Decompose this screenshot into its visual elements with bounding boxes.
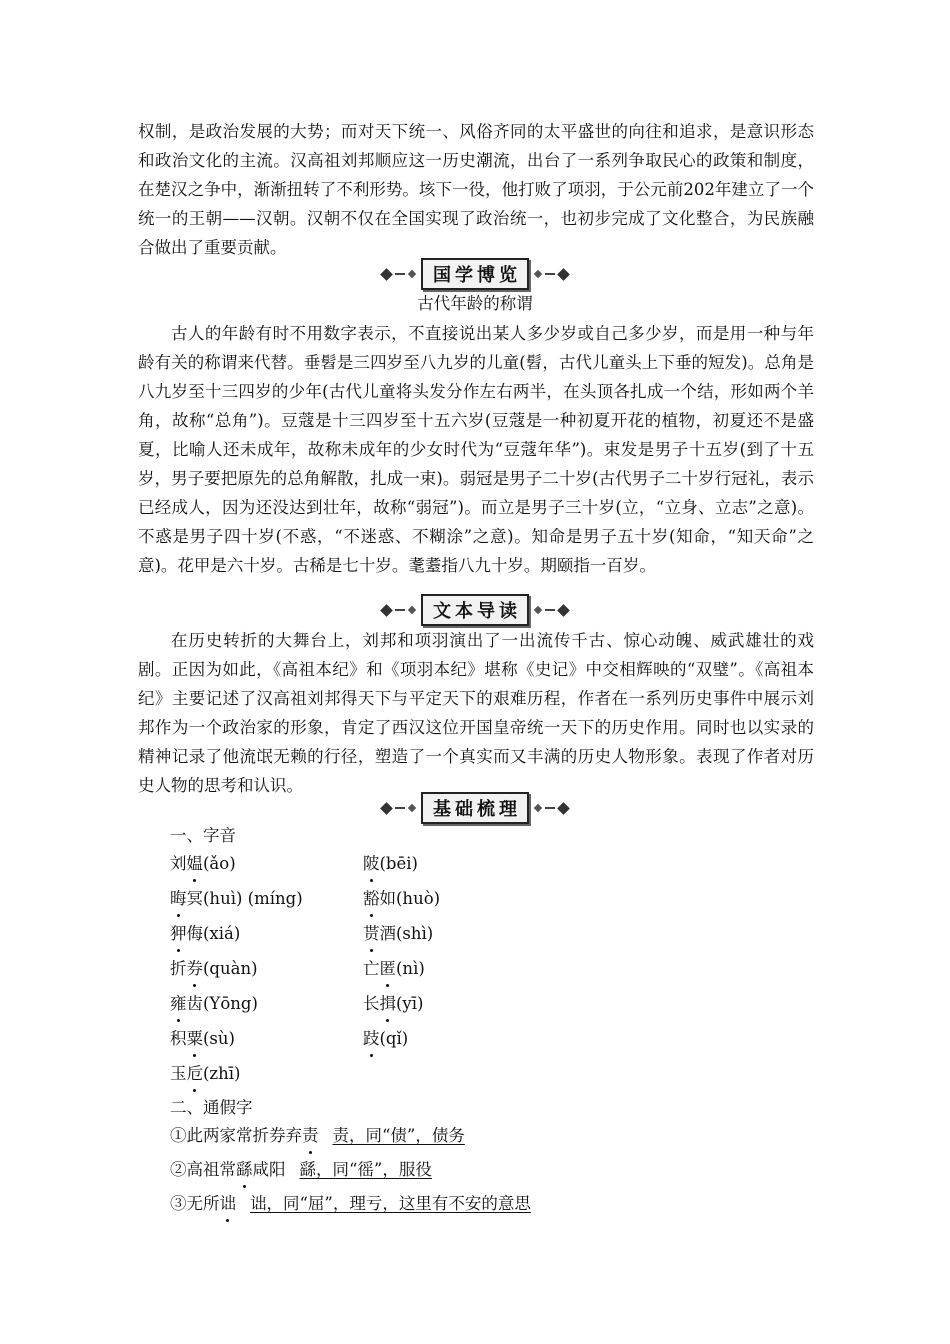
pinyin: (zhī) [203,1064,241,1083]
word-text: 如 [379,889,396,908]
dotted-character: 陂 [363,850,380,878]
wenben-body: 在历史转折的大舞台上，刘邦和项羽演出了一出流传千古、惊心动魄、威武雄壮的戏剧。正因为如此，《高祖本纪》和《项羽本纪》堪称《史记》中交相辉映的“双璧”。《高祖本纪》主要记述了汉高祖刘邦得天下与平定天下的艰难历程，作者在一系列历史事件中展示刘邦作为一个政治家的形象，肯定了西汉这位开国皇帝统一天下的历史作用。同时也以实录的精神记录了他流氓无赖的行径，塑造了一个真实而又丰满的历史人物形象。表现了作者对历史人物的思考和认识。 [138,631,814,795]
tongjia-note: 繇，同“徭”，服役 [299,1160,432,1179]
pinyin: (shì) [396,924,434,943]
pinyin: (huò) [396,889,441,908]
pronunciation-title: 一、字音 [170,826,236,845]
word-text: 刘 [170,854,187,873]
dotted-character: 跂 [363,1025,380,1053]
pinyin: (ǎo) [203,854,236,873]
pinyin: (huì) (míng) [203,889,303,908]
dotted-character: 繇 [236,1156,253,1184]
dotted-character: 责 [302,1122,319,1150]
dotted-character: 贳 [363,920,380,948]
banner-left-ornament [382,606,415,615]
wenben-banner [0,595,950,625]
sentence-text: 无所 [186,1194,220,1213]
sentence-text: 此两家常折券弃 [186,1126,302,1145]
tongjia-item [170,1122,465,1150]
pinyin: (quàn) [203,959,258,978]
intro-paragraph: 权制，是政治发展的大势；而对天下统一、风俗齐同的太平盛世的向往和追求，是意识形态和政治文化的主流。汉高祖刘邦顺应这一历史潮流，出台了一系列争取民心的政策和制度，在楚汉之争中，渐渐扭转了不利形势。垓下一役，他打败了项羽，于公元前202年建立了一个统一的王朝——汉朝。汉朝不仅在全国实现了政治统一，也初步完成了文化整合，为民族融合做出了重要贡献。 [138,122,814,257]
banner-right-ornament [535,270,568,279]
item-number: ③ [170,1194,187,1213]
item-number: ② [170,1160,187,1179]
dotted-character: 晦 [170,885,187,913]
word-text: 冥 [186,889,203,908]
jichu-heading: 基础梳理 [421,792,529,824]
pronunciation-item [170,920,240,948]
dotted-character: 券 [187,955,204,983]
word-text: 折 [170,959,187,978]
pronunciation-item [170,1025,235,1053]
banner-right-ornament [535,804,568,813]
dotted-character: 匿 [380,955,397,983]
pinyin: (sù) [203,1029,235,1048]
pronunciation-item [170,885,303,913]
sentence-text: 咸阳 [252,1160,286,1179]
tongjia-note: 责，同“债”，债务 [332,1126,465,1145]
dotted-character: 狎 [170,920,187,948]
tongjia-note: 诎，同“屈”，理亏，这里有不安的意思 [250,1194,531,1213]
pinyin: (Yōng) [203,994,258,1013]
dotted-character: 卮 [187,1060,204,1088]
pinyin: (nì) [396,959,425,978]
jichu-banner [0,793,950,823]
pronunciation-item [170,850,236,878]
pinyin: (xiá) [203,924,241,943]
pronunciation-item [363,990,423,1018]
word-text: 积 [170,1029,187,1048]
word-text: 玉 [170,1064,187,1083]
dotted-character: 诎 [220,1190,237,1218]
dotted-character: 雍 [170,990,187,1018]
sentence-text: 高祖常 [186,1160,236,1179]
word-text: 亡 [363,959,380,978]
word-text: 长 [363,994,380,1013]
word-text: 侮 [186,924,203,943]
banner-left-ornament [382,804,415,813]
pinyin: (qǐ) [379,1029,409,1048]
word-text: 齿 [186,994,203,1013]
tongjia-item [170,1190,531,1218]
wenben-heading: 文本导读 [421,594,529,626]
pinyin: (yī) [396,994,424,1013]
pronunciation-item [170,955,258,983]
pronunciation-item [363,920,433,948]
pronunciation-item [363,850,418,878]
pronunciation-item [170,1060,240,1088]
item-number: ① [170,1126,187,1145]
tongjia-title: 二、通假字 [170,1098,253,1117]
dotted-character: 豁 [363,885,380,913]
banner-right-ornament [535,606,568,615]
pinyin: (bēi) [379,854,418,873]
guoxue-subtitle: 古代年龄的称谓 [417,294,533,313]
guoxue-body: 古人的年龄有时不用数字表示，不直接说出某人多少岁或自己多少岁，而是用一种与年龄有关的称谓来代替。垂髫是三四岁至八九岁的儿童(髫，古代儿童头上下垂的短发)。总角是八九岁至十三四岁的少年(古代儿童将头发分作左右两半，在头顶各扎成一个结，形如两个羊角，故称“总角”)。豆蔻是十三四岁至十五六岁(豆蔻是一种初夏开花的植物，初夏还不是盛夏，比喻人还未成年，故称未成年的少女时代为“豆蔻年华”)。束发是男子十五岁(到了十五岁，男子要把原先的总角解散，扎成一束)。弱冠是男子二十岁(古代男子二十岁行冠礼，表示已经成人，因为还没达到壮年，故称“弱冠”)。而立是男子三十岁(立，“立身、立志”之意)。不惑是男子四十岁(不惑，“不迷惑、不糊涂”之意)。知命是男子五十岁(知命，“知天命”之意)。花甲是六十岁。古稀是七十岁。耄耋指八九十岁。期颐指一百岁。 [138,324,814,575]
tongjia-item [170,1156,432,1184]
dotted-character: 媪 [187,850,204,878]
word-text: 酒 [379,924,396,943]
guoxue-heading: 国学博览 [421,258,529,290]
pronunciation-item [363,885,440,913]
guoxue-banner [0,259,950,289]
pronunciation-item [170,990,258,1018]
dotted-character: 揖 [380,990,397,1018]
banner-left-ornament [382,270,415,279]
dotted-character: 粟 [187,1025,204,1053]
pronunciation-item [363,1025,408,1053]
pronunciation-item [363,955,425,983]
